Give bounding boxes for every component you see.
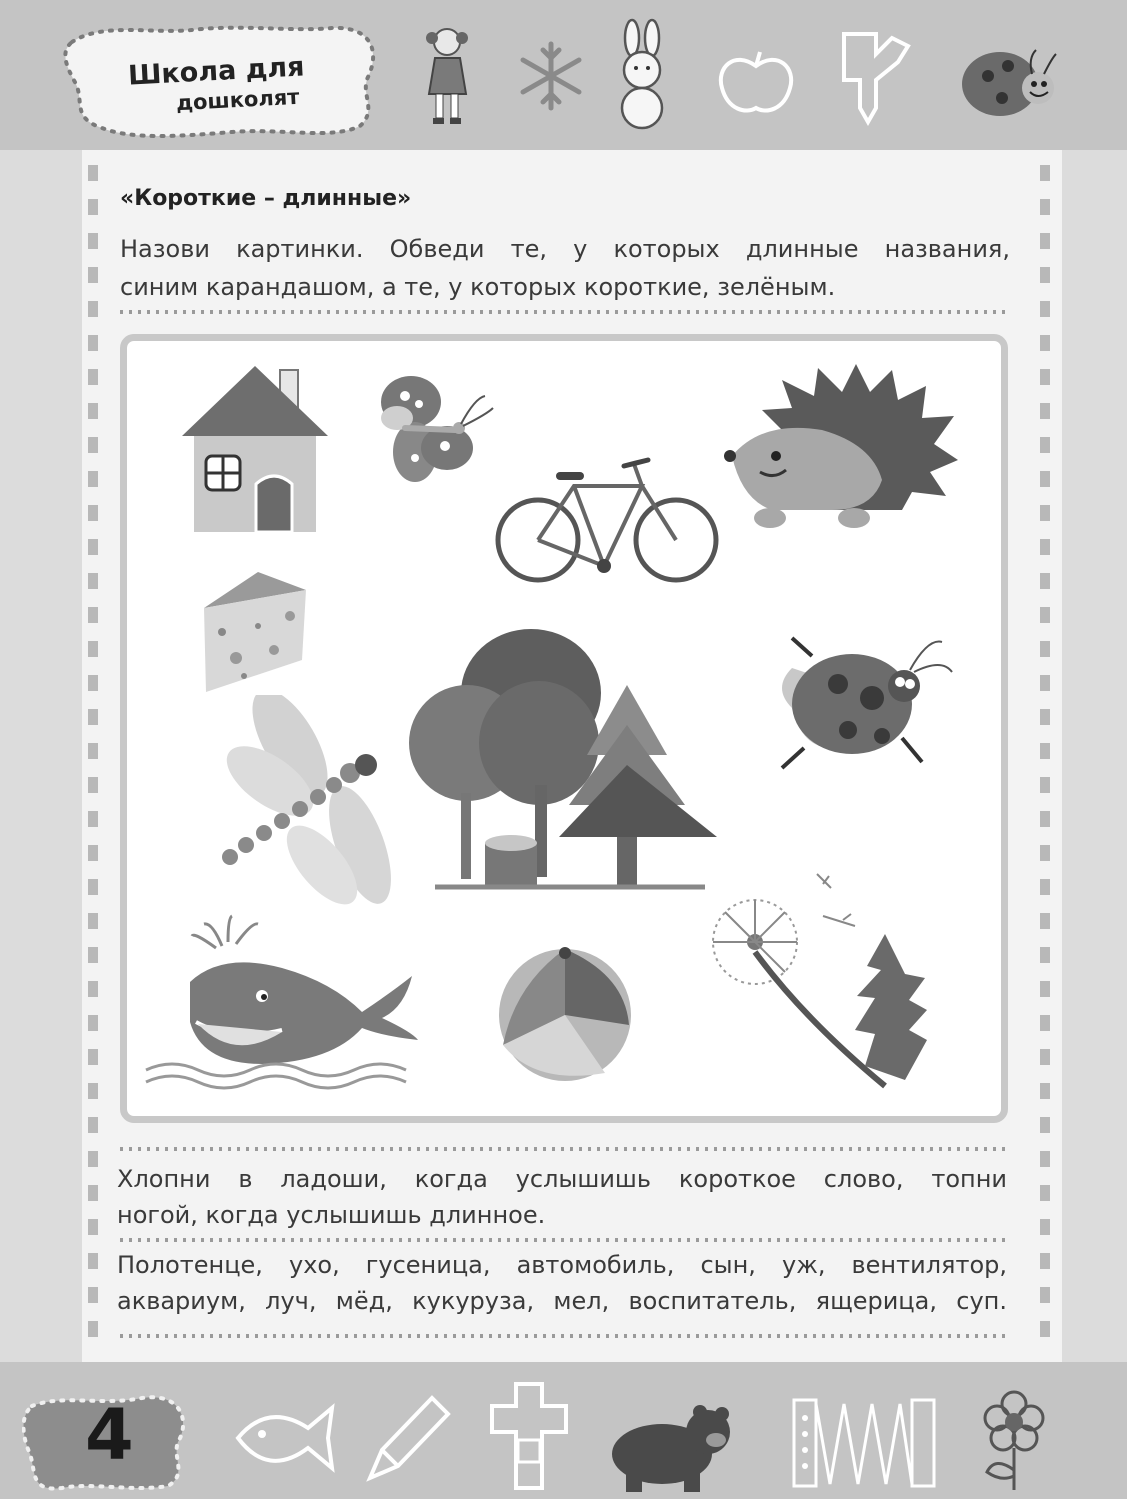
right-dashed-border <box>1040 165 1050 1345</box>
rooster-icon <box>836 18 916 130</box>
dandelion-picture <box>705 870 945 1100</box>
logo-subtitle: дошколят <box>175 84 300 116</box>
word-list-line-2: аквариум, луч, мёд, кукуруза, мел, воспитатель, ящерица, суп. <box>117 1287 1007 1315</box>
page-number: 4 <box>85 1394 134 1476</box>
task2-line-1: Хлопни в ладоши, когда услышишь короткое слово, топни <box>117 1165 1007 1193</box>
pencil-icon <box>362 1388 454 1486</box>
left-dashed-border <box>88 165 98 1345</box>
instruction-line-2: синим карандашом, а те, у которых короткие, зелёным. <box>120 273 836 301</box>
bear-icon <box>604 1398 738 1494</box>
word-list <box>117 1247 1007 1319</box>
flower-icon <box>975 1386 1053 1492</box>
forest-picture <box>405 625 723 893</box>
ball-picture <box>495 945 635 1085</box>
accordion-icon <box>790 1394 938 1492</box>
ladybug-picture <box>752 628 964 778</box>
word-list-line-1: Полотенце, ухо, гусеница, автомобиль, сын, уж, вентилятор, <box>117 1251 1007 1279</box>
whale-picture <box>142 912 426 1094</box>
dragonfly-picture <box>210 695 410 917</box>
instruction-line-1: Назови картинки. Обведи те, у которых длинные названия, <box>120 235 1010 263</box>
girl-icon <box>420 22 475 127</box>
dotted-divider-bottom <box>120 1334 1010 1338</box>
dotted-divider-lower <box>120 1238 1010 1242</box>
house-picture <box>180 362 330 534</box>
butterfly-picture <box>375 368 500 488</box>
dotted-divider-middle <box>120 1147 1010 1151</box>
dotted-divider-top <box>120 310 1010 314</box>
snowflake-icon <box>515 40 587 112</box>
cheese-picture <box>196 568 308 698</box>
task2-line-2: ногой, когда услышишь длинное. <box>117 1201 546 1229</box>
logo-title: Школа для <box>127 51 306 92</box>
cross-shape-icon <box>488 1380 570 1492</box>
bicycle-picture <box>492 454 724 586</box>
bunny-icon <box>612 18 674 130</box>
hedgehog-picture <box>722 360 962 535</box>
task2-text <box>117 1161 1007 1233</box>
fish-icon <box>228 1398 340 1480</box>
exercise-title: «Короткие – длинные» <box>120 186 412 211</box>
ladybug-icon <box>958 40 1060 124</box>
apple-icon <box>714 48 798 116</box>
